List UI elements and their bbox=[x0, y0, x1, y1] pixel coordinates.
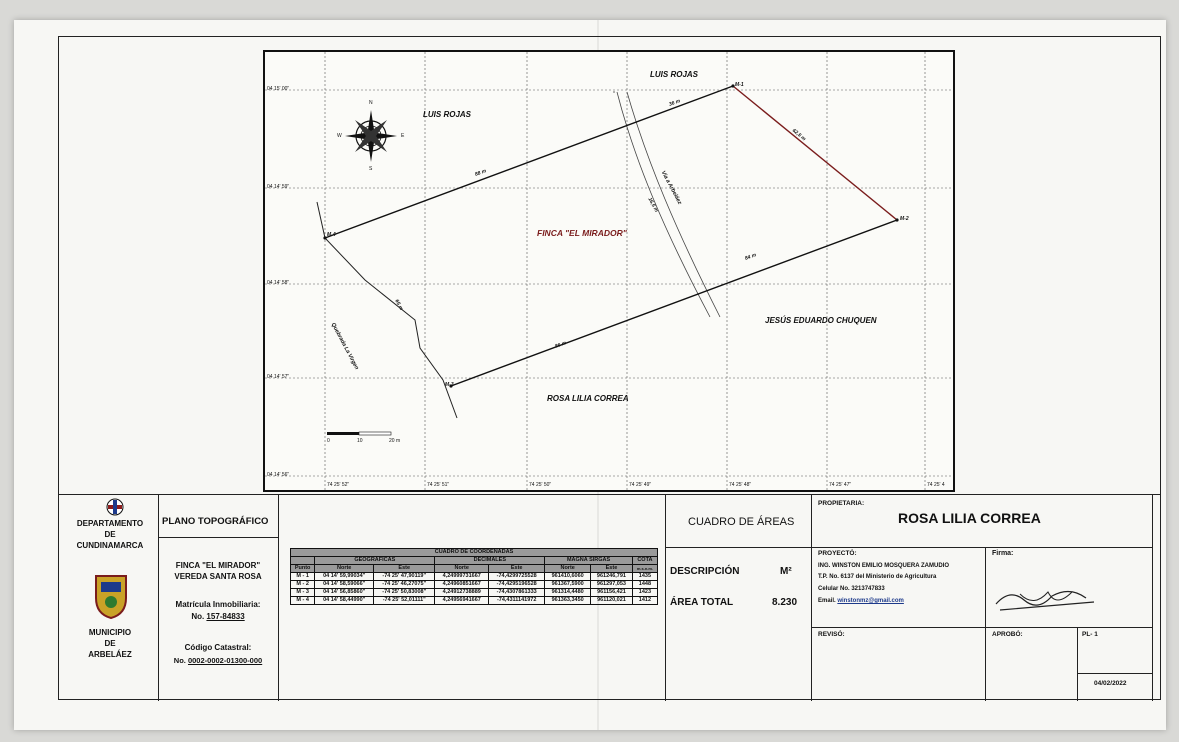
proyecto-label: PROYECTÓ: bbox=[818, 550, 857, 557]
col-este-geo: Este bbox=[374, 565, 435, 573]
compass-rose bbox=[345, 110, 397, 162]
scale-bar bbox=[327, 432, 391, 435]
compass-s: S bbox=[369, 166, 373, 172]
firma-label: Firma: bbox=[992, 550, 1014, 557]
lat-tick-2: 04 14' 59" bbox=[267, 184, 290, 190]
dist-road: 16,5 m bbox=[646, 196, 660, 214]
table-row: M - 2 04 14' 58,59066" -74 25' 46,27075" 4,24960851667 -74,4295196528 961367,5900 961297,053 1448 bbox=[291, 581, 658, 589]
compass-e: E bbox=[401, 133, 405, 139]
areas-desc-label: DESCRIPCIÓN bbox=[670, 566, 740, 577]
group-decimales: DECIMALES bbox=[435, 557, 545, 565]
matricula-line: No. 157-84833 bbox=[191, 612, 245, 621]
lat-tick-5: 04 14' 56" bbox=[267, 472, 290, 478]
matricula-label: Matrícula Inmobiliaria: bbox=[175, 600, 261, 609]
point-m2: M-2 bbox=[900, 216, 909, 222]
compass-w: W bbox=[337, 133, 342, 139]
lat-tick-3: 04 14' 58" bbox=[267, 280, 290, 286]
table-row: M - 1 04 14' 59,99034" -74 25' 47,90119" 4,24999731667 -74,4299725528 961410,6060 961246,791 1435 bbox=[291, 573, 658, 581]
neighbor-north-top: LUIS ROJAS bbox=[650, 70, 699, 79]
signature-image bbox=[990, 578, 1100, 618]
neighbor-north-left: LUIS ROJAS bbox=[423, 110, 472, 119]
dist-creek: 65 m bbox=[393, 298, 405, 312]
engineer-email[interactable]: winstonmz@gmail.com bbox=[837, 598, 904, 604]
col-norte-geo: Norte bbox=[315, 565, 374, 573]
dist-m4-m1: 88 m bbox=[474, 168, 488, 178]
road-label: Vía a Arbeláez bbox=[659, 170, 683, 206]
col-este-dec: Este bbox=[489, 565, 545, 573]
plan-date: 04/02/2022 bbox=[1094, 680, 1127, 687]
point-m4: M-4 bbox=[327, 232, 336, 238]
finca-name: FINCA "EL MIRADOR" bbox=[175, 561, 261, 570]
areas-title: CUADRO DE ÁREAS bbox=[688, 516, 795, 528]
engineer-tp: T.P. No. 6137 del Ministerio de Agricultura bbox=[818, 574, 937, 580]
areas-unit: M² bbox=[780, 566, 792, 577]
dist-m3: 86 m bbox=[554, 340, 568, 350]
lon-tick-2: 74 25' 51" bbox=[427, 482, 450, 488]
matricula-value: 157-84833 bbox=[206, 612, 245, 621]
catastral-line: No. 0002-0002-01300-000 bbox=[173, 656, 263, 665]
creek-label: Quebrada La Virgen bbox=[329, 322, 360, 371]
coords-title: CUADRO DE COORDENADAS bbox=[291, 549, 658, 557]
table-row: M - 4 04 14' 58,44990" -74 25' 52,01111" 4,24956941667 -74,4311141972 961363,3450 961120,021 1412 bbox=[291, 597, 658, 605]
lat-tick-4: 04 14' 57" bbox=[267, 374, 290, 380]
road-lines bbox=[613, 92, 720, 317]
col-norte-magna: Norte bbox=[545, 565, 591, 573]
col-punto: Punto bbox=[291, 565, 315, 573]
topographic-map bbox=[263, 50, 955, 492]
engineer-phone: Celular No. 3213747833 bbox=[818, 586, 885, 592]
engineer-email-line: Email. winstonmz@gmail.com bbox=[818, 598, 904, 604]
map-grid bbox=[265, 52, 953, 490]
scale-twenty: 20 m bbox=[389, 438, 401, 444]
lon-tick-3: 74 25' 50" bbox=[529, 482, 552, 488]
finca-label: FINCA "EL MIRADOR" bbox=[537, 228, 627, 238]
lon-tick-7: 74 25' 4 bbox=[927, 482, 945, 488]
scale-zero: 0 bbox=[327, 438, 330, 444]
reviso-label: REVISÓ: bbox=[818, 631, 845, 638]
lat-tick-1: 04 15' 00" bbox=[267, 86, 290, 92]
group-cota: COTA bbox=[632, 557, 657, 565]
catastral-label: Código Catastral: bbox=[184, 643, 252, 652]
neighbor-east: JESÚS EDUARDO CHUQUEN bbox=[765, 316, 877, 325]
catastral-value: 0002-0002-01300-000 bbox=[187, 656, 263, 665]
col-norte-dec: Norte bbox=[435, 565, 489, 573]
plan-title: PLANO TOPOGRÁFICO bbox=[162, 516, 269, 527]
department-flag-icon bbox=[104, 498, 126, 516]
dist-m1-top: 36 m bbox=[668, 98, 682, 108]
point-m3: M-3 bbox=[445, 382, 454, 388]
aprobo-label: APROBÓ: bbox=[992, 631, 1023, 638]
map-drawing bbox=[265, 52, 953, 490]
group-geograficas: GEOGRÁFICAS bbox=[315, 557, 435, 565]
municipality-shield-icon bbox=[92, 572, 130, 620]
group-magna: MAGNA SIRGAS bbox=[545, 557, 633, 565]
neighbor-south: ROSA LILIA CORREA bbox=[547, 394, 629, 403]
plano-number: PL- 1 bbox=[1082, 631, 1098, 638]
col-msnm: m.s.n.m. bbox=[632, 565, 657, 573]
col-este-magna: Este bbox=[591, 565, 633, 573]
creek-line bbox=[317, 202, 457, 418]
dist-m2-m3: 84 m bbox=[744, 252, 758, 262]
lon-tick-5: 74 25' 48" bbox=[729, 482, 752, 488]
propietaria-label: PROPIETARIA: bbox=[818, 500, 865, 507]
department-name: DEPARTAMENTO DE CUNDINAMARCA bbox=[76, 519, 144, 550]
municipality-name: MUNICIPIO DE ARBELÁEZ bbox=[88, 628, 132, 659]
area-total-label: ÁREA TOTAL bbox=[670, 597, 734, 608]
dist-m1-m2: 62,5 m bbox=[790, 127, 807, 143]
scale-ten: 10 bbox=[357, 438, 363, 444]
engineer-name: ING. WINSTON EMILIO MOSQUERA ZAMUDIO bbox=[818, 563, 949, 569]
lon-tick-6: 74 25' 47" bbox=[829, 482, 852, 488]
compass-n: N bbox=[369, 100, 373, 106]
coordinates-table bbox=[290, 548, 658, 605]
area-total-value: 8.230 bbox=[772, 597, 798, 608]
table-row: M - 3 04 14' 56,85860" -74 25' 50,83008" 4,24912738889 -74,4307861333 961314,4480 961156,421 1423 bbox=[291, 589, 658, 597]
vereda-name: VEREDA SANTA ROSA bbox=[174, 572, 262, 581]
lon-tick-4: 74 25' 49" bbox=[629, 482, 652, 488]
point-m1: M-1 bbox=[735, 82, 744, 88]
owner-name: ROSA LILIA CORREA bbox=[898, 510, 1041, 526]
lon-tick-1: 74 25' 52" bbox=[327, 482, 350, 488]
